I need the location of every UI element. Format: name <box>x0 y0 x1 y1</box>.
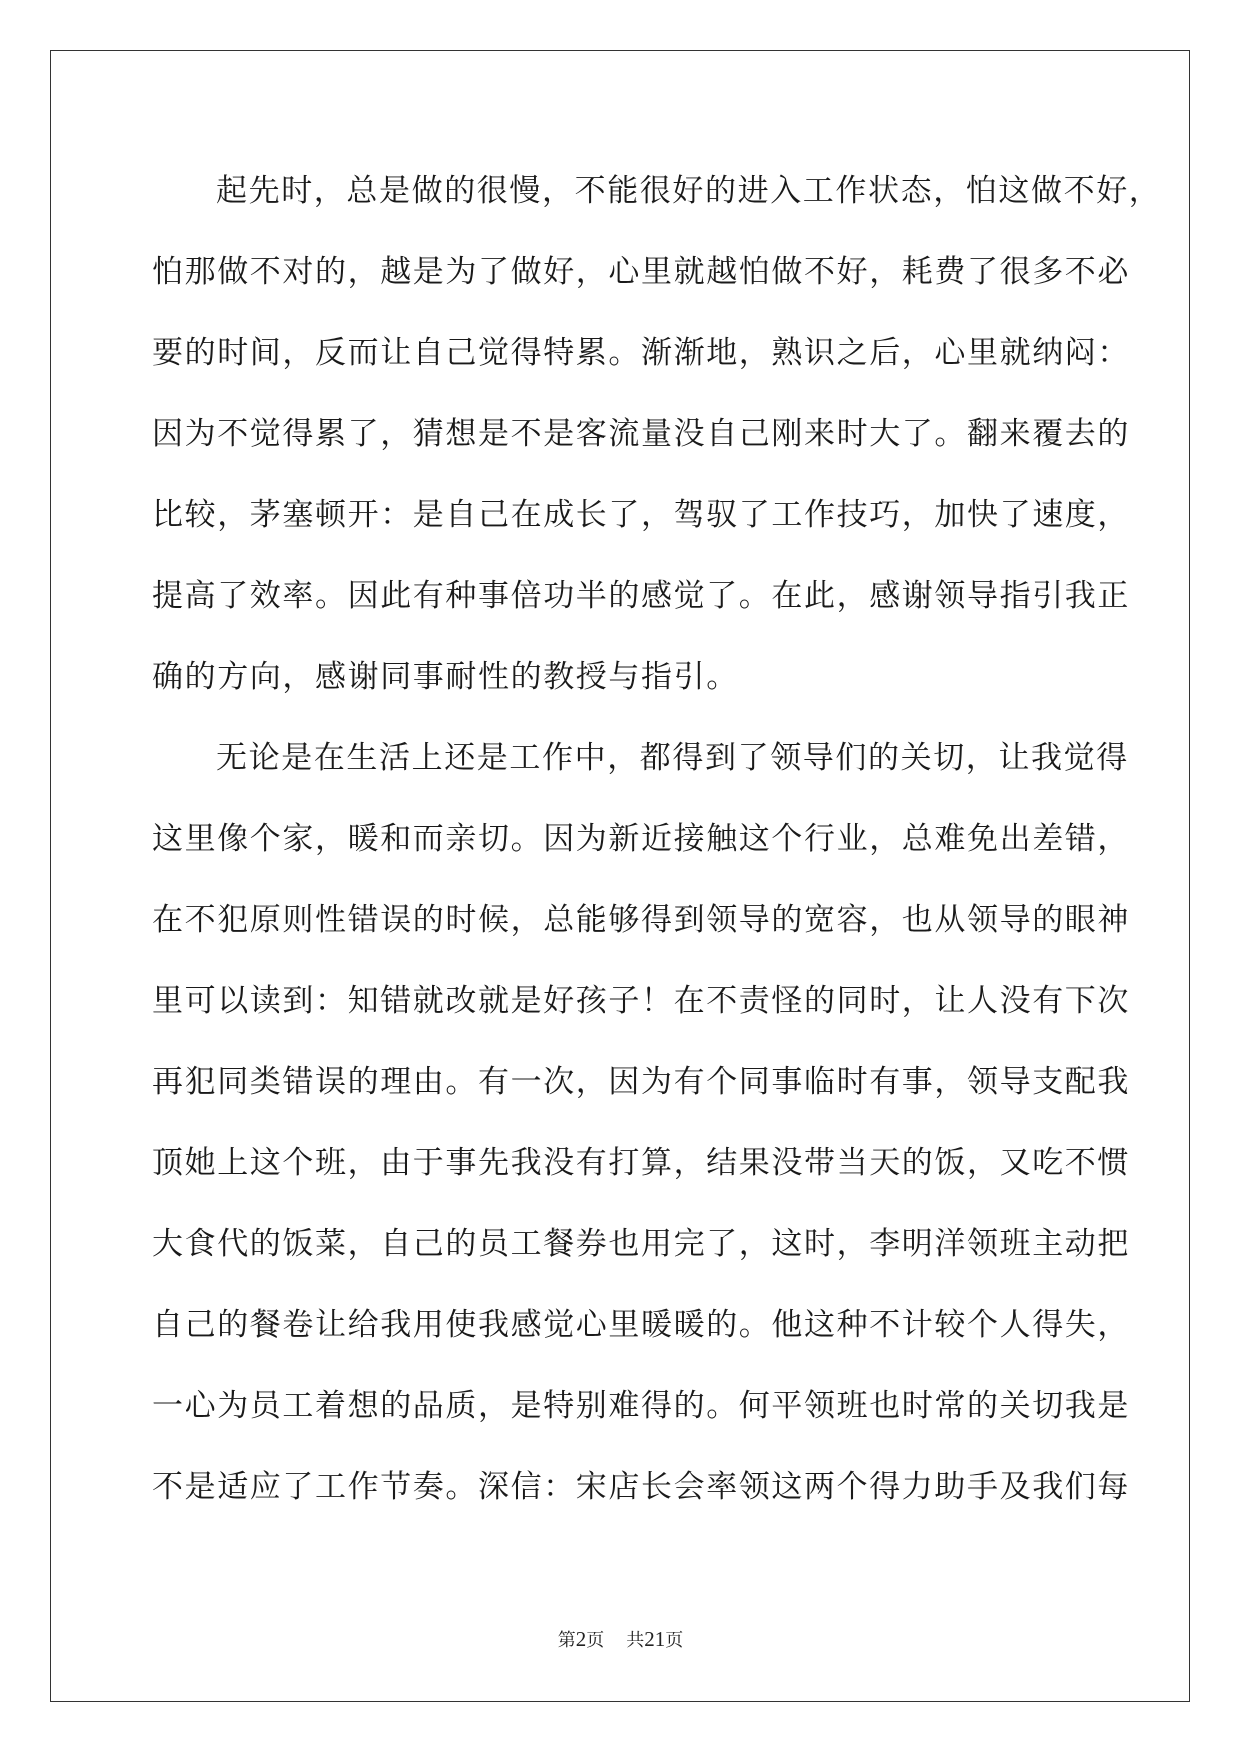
paragraph-2-line-4: 里可以读到：知错就改就是好孩子！在不责怪的同时，让人没有下次 <box>152 983 1130 1019</box>
paragraph-1-line-6: 提高了效率。因此有种事倍功半的感觉了。在此，感谢领导指引我正 <box>152 578 1130 614</box>
paragraph-1-line-5: 比较，茅塞顿开：是自己在成长了，驾驭了工作技巧，加快了速度， <box>152 497 1130 533</box>
page-suffix: 页 <box>586 1630 605 1651</box>
page-prefix: 第 <box>557 1630 576 1651</box>
paragraph-1-line-1: 起先时，总是做的很慢，不能很好的进入工作状态，怕这做不好， <box>216 173 1162 209</box>
paragraph-2-line-3: 在不犯原则性错误的时候，总能够得到领导的宽容，也从领导的眼神 <box>152 902 1130 938</box>
paragraph-2-line-5: 再犯同类错误的理由。有一次，因为有个同事临时有事，领导支配我 <box>152 1064 1130 1100</box>
paragraph-2-line-8: 自己的餐卷让给我用使我感觉心里暖暖的。他这种不计较个人得失， <box>152 1307 1130 1343</box>
paragraph-1-line-7: 确的方向，感谢同事耐性的教授与指引。 <box>152 659 739 695</box>
paragraph-2-line-1: 无论是在生活上还是工作中，都得到了领导们的关切，让我觉得 <box>216 740 1129 776</box>
paragraph-2-line-9: 一心为员工着想的品质，是特别难得的。何平领班也时常的关切我是 <box>152 1388 1130 1424</box>
paragraph-2-line-10: 不是适应了工作节奏。深信：宋店长会率领这两个得力助手及我们每 <box>152 1469 1130 1505</box>
paragraph-2-line-6: 顶她上这个班，由于事先我没有打算，结果没带当天的饭，又吃不惯 <box>152 1145 1130 1181</box>
paragraph-1-line-3: 要的时间，反而让自己觉得特累。渐渐地，熟识之后，心里就纳闷： <box>152 335 1130 371</box>
paragraph-1-line-2: 怕那做不对的，越是为了做好，心里就越怕做不好，耗费了很多不必 <box>152 254 1130 290</box>
document-body <box>152 162 1162 1539</box>
paragraph-1-line-4: 因为不觉得累了，猜想是不是客流量没自己刚来时大了。翻来覆去的 <box>152 416 1130 452</box>
total-page-count: 21 <box>644 1627 666 1651</box>
paragraph-2-line-7: 大食代的饭菜，自己的员工餐券也用完了，这时，李明洋领班主动把 <box>152 1226 1130 1262</box>
total-suffix: 页 <box>665 1630 684 1651</box>
total-prefix: 共 <box>626 1630 645 1651</box>
paragraph-2-line-2: 这里像个家，暖和而亲切。因为新近接触这个行业，总难免出差错， <box>152 821 1130 857</box>
current-page-number: 2 <box>575 1627 587 1651</box>
page-footer <box>0 1626 1241 1652</box>
